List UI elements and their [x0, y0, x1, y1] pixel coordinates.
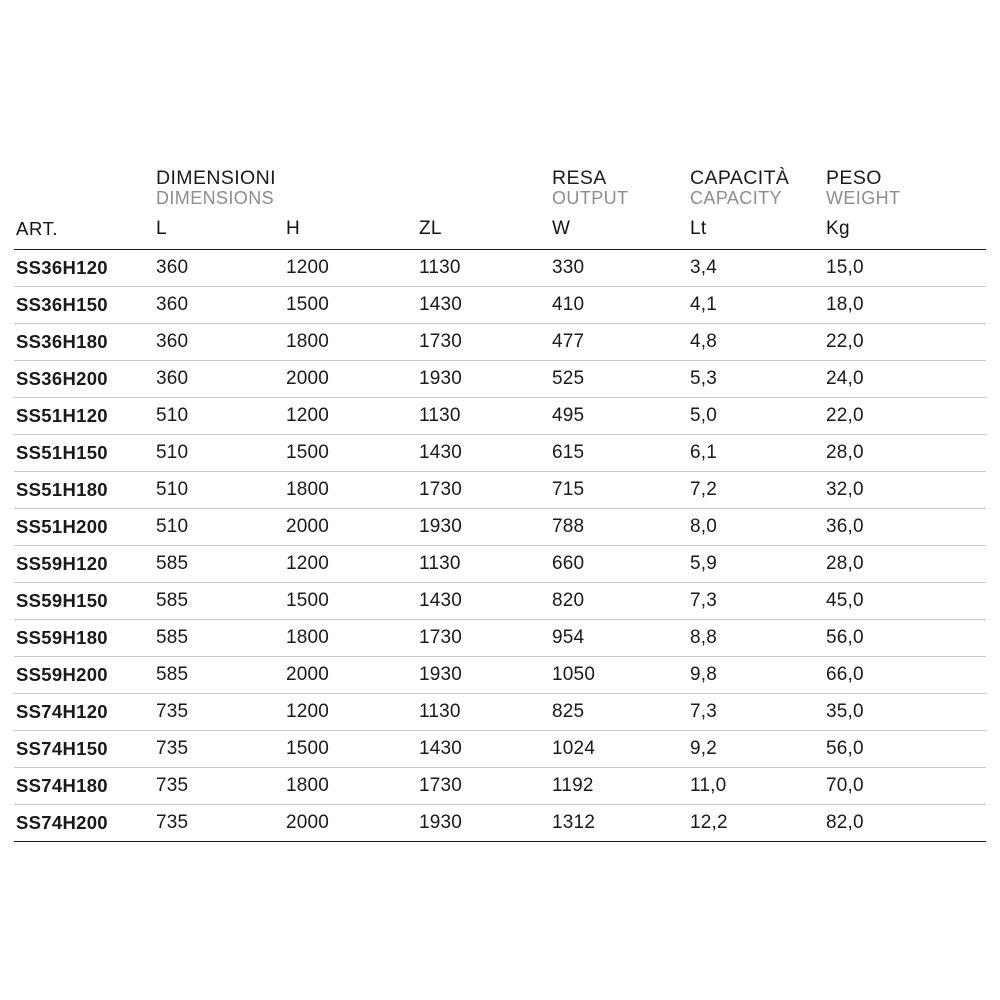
table-row — [14, 472, 986, 509]
specifications-table — [14, 168, 986, 842]
group-label-it-capacita: CAPACITÀ — [690, 167, 790, 189]
cell-h: 1800 — [284, 472, 417, 509]
group-label-en-weight: WEIGHT — [826, 188, 901, 209]
column-header-row — [14, 218, 986, 250]
cell-kg: 28,0 — [824, 435, 986, 472]
cell-lt: 3,4 — [688, 250, 824, 287]
cell-zl: 1130 — [417, 546, 550, 583]
cell-w: 820 — [550, 583, 688, 620]
table-row — [14, 731, 986, 768]
cell-kg: 22,0 — [824, 398, 986, 435]
cell-w: 788 — [550, 509, 688, 546]
cell-w: 330 — [550, 250, 688, 287]
cell-l: 510 — [154, 509, 284, 546]
cell-kg: 22,0 — [824, 324, 986, 361]
column-header-art: ART. — [14, 218, 154, 250]
cell-h: 2000 — [284, 805, 417, 842]
cell-art: SS36H180 — [14, 324, 154, 361]
cell-art: SS36H120 — [14, 250, 154, 287]
cell-kg: 70,0 — [824, 768, 986, 805]
cell-zl: 1430 — [417, 435, 550, 472]
group-label-en-capacity: CAPACITY — [690, 188, 782, 209]
cell-art: SS51H120 — [14, 398, 154, 435]
cell-w: 1192 — [550, 768, 688, 805]
cell-lt: 5,0 — [688, 398, 824, 435]
cell-lt: 6,1 — [688, 435, 824, 472]
cell-kg: 15,0 — [824, 250, 986, 287]
cell-l: 510 — [154, 398, 284, 435]
cell-kg: 66,0 — [824, 657, 986, 694]
cell-h: 1200 — [284, 694, 417, 731]
cell-lt: 5,9 — [688, 546, 824, 583]
cell-h: 1200 — [284, 250, 417, 287]
cell-kg: 32,0 — [824, 472, 986, 509]
table-row — [14, 620, 986, 657]
cell-lt: 5,3 — [688, 361, 824, 398]
cell-l: 360 — [154, 361, 284, 398]
cell-zl: 1730 — [417, 620, 550, 657]
cell-art: SS59H200 — [14, 657, 154, 694]
cell-h: 1200 — [284, 398, 417, 435]
cell-l: 585 — [154, 583, 284, 620]
cell-zl: 1430 — [417, 287, 550, 324]
cell-lt: 12,2 — [688, 805, 824, 842]
cell-h: 1800 — [284, 768, 417, 805]
cell-kg: 56,0 — [824, 731, 986, 768]
cell-lt: 8,0 — [688, 509, 824, 546]
cell-lt: 11,0 — [688, 768, 824, 805]
cell-l: 735 — [154, 694, 284, 731]
group-label-it-dimensioni: DIMENSIONI — [156, 167, 276, 189]
cell-w: 825 — [550, 694, 688, 731]
cell-l: 735 — [154, 731, 284, 768]
cell-l: 360 — [154, 250, 284, 287]
cell-art: SS36H150 — [14, 287, 154, 324]
group-label-it-resa: RESA — [552, 167, 607, 189]
table-row — [14, 805, 986, 842]
cell-lt: 4,8 — [688, 324, 824, 361]
cell-w: 1050 — [550, 657, 688, 694]
cell-h: 1200 — [284, 546, 417, 583]
cell-h: 1800 — [284, 324, 417, 361]
cell-kg: 45,0 — [824, 583, 986, 620]
cell-art: SS59H120 — [14, 546, 154, 583]
cell-w: 495 — [550, 398, 688, 435]
cell-zl: 1130 — [417, 250, 550, 287]
cell-art: SS36H200 — [14, 361, 154, 398]
group-cell-weight — [824, 168, 986, 218]
cell-art: SS74H200 — [14, 805, 154, 842]
cell-zl: 1730 — [417, 768, 550, 805]
cell-zl: 1930 — [417, 509, 550, 546]
cell-lt: 9,8 — [688, 657, 824, 694]
cell-art: SS51H200 — [14, 509, 154, 546]
group-cell-output — [550, 168, 688, 218]
cell-w: 715 — [550, 472, 688, 509]
table-row — [14, 361, 986, 398]
cell-w: 1024 — [550, 731, 688, 768]
group-label-it-peso: PESO — [826, 167, 882, 189]
cell-lt: 7,2 — [688, 472, 824, 509]
cell-w: 1312 — [550, 805, 688, 842]
cell-art: SS59H180 — [14, 620, 154, 657]
cell-art: SS51H180 — [14, 472, 154, 509]
cell-kg: 56,0 — [824, 620, 986, 657]
group-cell-capacity — [688, 168, 824, 218]
cell-h: 1500 — [284, 435, 417, 472]
cell-zl: 1730 — [417, 324, 550, 361]
table-row — [14, 398, 986, 435]
cell-w: 660 — [550, 546, 688, 583]
cell-l: 510 — [154, 472, 284, 509]
table-row — [14, 509, 986, 546]
cell-h: 1500 — [284, 287, 417, 324]
cell-l: 360 — [154, 287, 284, 324]
cell-kg: 18,0 — [824, 287, 986, 324]
cell-zl: 1130 — [417, 398, 550, 435]
cell-l: 735 — [154, 768, 284, 805]
cell-w: 410 — [550, 287, 688, 324]
column-header-lt: Lt — [688, 218, 824, 250]
table-row — [14, 657, 986, 694]
cell-h: 1800 — [284, 620, 417, 657]
cell-w: 954 — [550, 620, 688, 657]
cell-lt: 8,8 — [688, 620, 824, 657]
table-row — [14, 583, 986, 620]
cell-zl: 1730 — [417, 472, 550, 509]
cell-art: SS74H180 — [14, 768, 154, 805]
column-header-zl: ZL — [417, 218, 550, 250]
cell-kg: 24,0 — [824, 361, 986, 398]
cell-h: 2000 — [284, 657, 417, 694]
group-label-en-dimensions: DIMENSIONS — [156, 188, 275, 209]
cell-zl: 1930 — [417, 361, 550, 398]
cell-art: SS74H150 — [14, 731, 154, 768]
cell-lt: 7,3 — [688, 694, 824, 731]
cell-kg: 35,0 — [824, 694, 986, 731]
cell-kg: 82,0 — [824, 805, 986, 842]
cell-art: SS59H150 — [14, 583, 154, 620]
cell-l: 735 — [154, 805, 284, 842]
group-label-en-output: OUTPUT — [552, 188, 629, 209]
cell-kg: 28,0 — [824, 546, 986, 583]
cell-w: 477 — [550, 324, 688, 361]
table-row — [14, 287, 986, 324]
cell-lt: 4,1 — [688, 287, 824, 324]
cell-h: 2000 — [284, 361, 417, 398]
group-cell-dimensions — [154, 168, 550, 218]
table-row — [14, 435, 986, 472]
group-cell-empty — [14, 168, 154, 218]
cell-art: SS74H120 — [14, 694, 154, 731]
cell-zl: 1430 — [417, 731, 550, 768]
cell-l: 585 — [154, 546, 284, 583]
cell-l: 360 — [154, 324, 284, 361]
cell-zl: 1430 — [417, 583, 550, 620]
cell-l: 585 — [154, 620, 284, 657]
table-row — [14, 546, 986, 583]
cell-lt: 9,2 — [688, 731, 824, 768]
cell-lt: 7,3 — [688, 583, 824, 620]
table-row — [14, 768, 986, 805]
cell-l: 510 — [154, 435, 284, 472]
cell-art: SS51H150 — [14, 435, 154, 472]
cell-w: 615 — [550, 435, 688, 472]
table-body — [14, 168, 986, 842]
column-header-l: L — [154, 218, 284, 250]
column-header-w: W — [550, 218, 688, 250]
cell-zl: 1130 — [417, 694, 550, 731]
cell-w: 525 — [550, 361, 688, 398]
column-header-kg: Kg — [824, 218, 986, 250]
cell-zl: 1930 — [417, 657, 550, 694]
column-header-h: H — [284, 218, 417, 250]
cell-h: 1500 — [284, 583, 417, 620]
table-row — [14, 324, 986, 361]
table-row — [14, 250, 986, 287]
cell-kg: 36,0 — [824, 509, 986, 546]
cell-zl: 1930 — [417, 805, 550, 842]
cell-l: 585 — [154, 657, 284, 694]
cell-h: 1500 — [284, 731, 417, 768]
table-row — [14, 694, 986, 731]
group-header-row — [14, 168, 986, 218]
cell-h: 2000 — [284, 509, 417, 546]
